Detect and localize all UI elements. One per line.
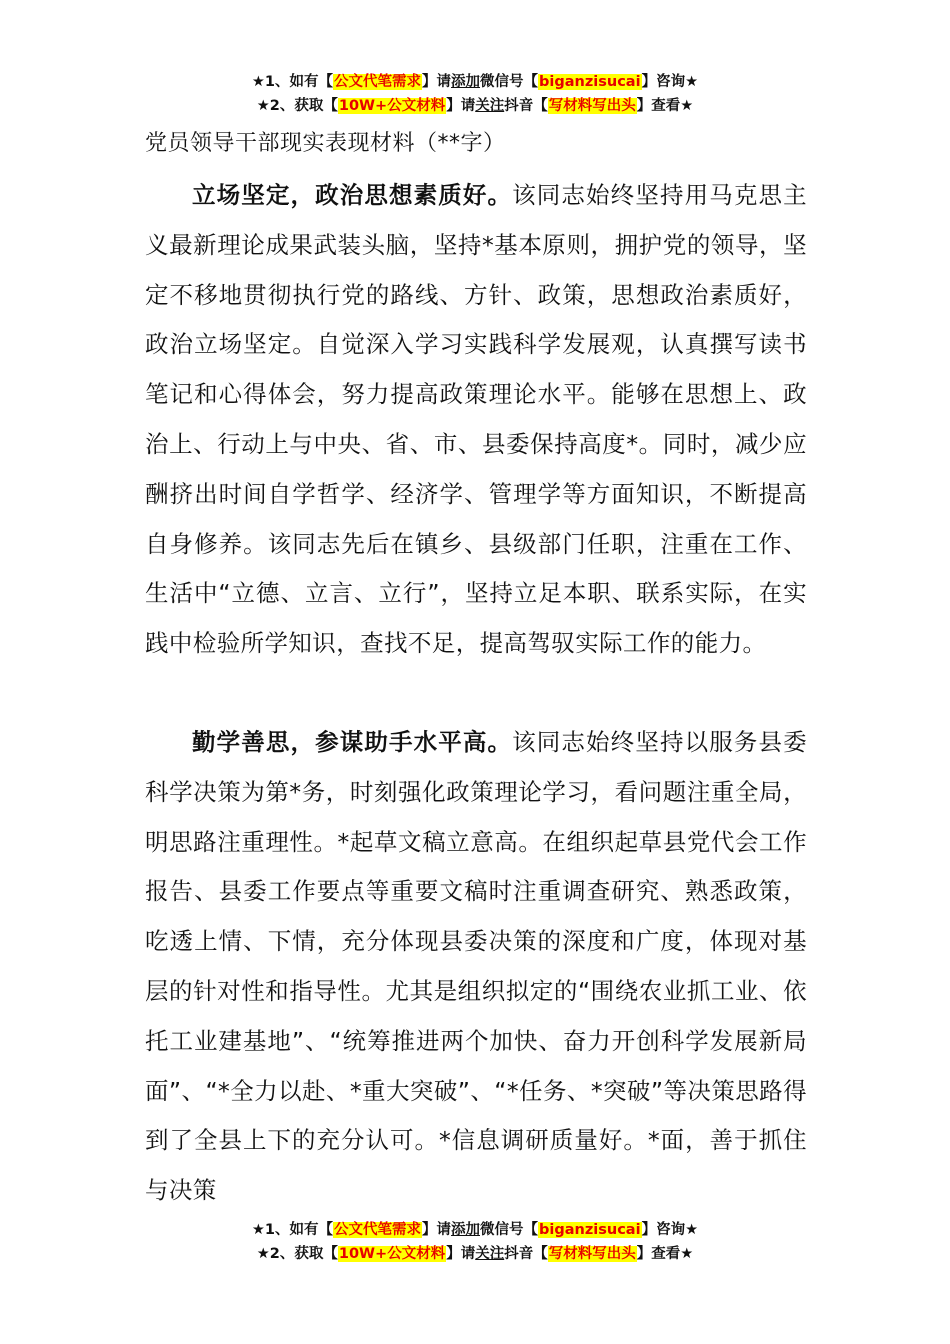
underlined-text: 添加 xyxy=(451,74,481,90)
highlight-materials: 10W+公文材料 xyxy=(338,1246,446,1262)
star-icon: ★ xyxy=(251,74,265,90)
paragraph-lead: 勤学善思，参谋助手水平高。 xyxy=(192,728,513,756)
banner-text: 】咨询 xyxy=(641,1222,686,1238)
paragraph-body: 该同志始终坚持用马克思主义最新理论成果武装头脑，坚持*基本原则，拥护党的领导，坚定不移地贯彻执行党的路线、方针、政策，思想政治素质好，政治立场坚定。自觉深入学习实践科学发展观，认真撰写读书笔记和心得体会，努力提高政策理论水平。能够在思想上、政治上、行动上与中央、省、市、县委保持高度*。同时，减少应酬挤出时间自学哲学、经济学、管理学等方面知识，不断提高自身修养。该同志先后在镇乡、县级部门任职，注重在工作、生活中“立德、立言、立行”，坚持立足本职、联系实际，在实践中检验所学知识，查找不足，提高驾驭实际工作的能力。 xyxy=(145,181,807,658)
banner-text: 1、如有【 xyxy=(264,74,334,90)
banner-text: 抖音【 xyxy=(504,98,548,114)
highlight-douyin-account: 写材料写出头 xyxy=(548,1246,636,1262)
highlight-materials: 10W+公文材料 xyxy=(338,98,446,114)
star-icon: ★ xyxy=(256,1246,270,1262)
star-icon: ★ xyxy=(685,1222,699,1238)
header-banner-line-2 xyxy=(0,94,950,118)
star-icon: ★ xyxy=(680,1246,694,1262)
banner-text: 】查看 xyxy=(636,98,681,114)
star-icon: ★ xyxy=(256,98,270,114)
star-icon: ★ xyxy=(680,98,694,114)
highlight-wechat-id: biganzisucai xyxy=(539,1222,641,1238)
header-banner-line-1 xyxy=(0,70,950,94)
banner-text: 1、如有【 xyxy=(264,1222,334,1238)
banner-text: 2、获取【 xyxy=(269,1246,338,1262)
banner-text: 】请 xyxy=(446,98,476,114)
paragraph-lead: 立场坚定，政治思想素质好。 xyxy=(192,181,513,209)
footer-banner xyxy=(0,1218,950,1266)
footer-banner-line-1 xyxy=(0,1218,950,1242)
banner-text: 微信号【 xyxy=(480,1222,539,1238)
footer-banner-line-2 xyxy=(0,1242,950,1266)
banner-text: 】查看 xyxy=(636,1246,681,1262)
banner-text: 】请 xyxy=(422,1222,452,1238)
header-banner xyxy=(0,70,950,118)
underlined-text: 关注 xyxy=(475,98,505,114)
highlight-service: 公文代笔需求 xyxy=(334,74,422,90)
document-title: 党员领导干部现实表现材料（**字） xyxy=(145,131,506,156)
paragraph-2 xyxy=(145,718,807,1216)
banner-text: 微信号【 xyxy=(480,74,539,90)
underlined-text: 关注 xyxy=(475,1246,505,1262)
banner-text: 】咨询 xyxy=(641,74,686,90)
banner-text: 】请 xyxy=(422,74,452,90)
banner-text: 抖音【 xyxy=(504,1246,548,1262)
highlight-wechat-id: biganzisucai xyxy=(539,74,641,90)
highlight-douyin-account: 写材料写出头 xyxy=(548,98,636,114)
underlined-text: 添加 xyxy=(451,1222,481,1238)
banner-text: 】请 xyxy=(446,1246,476,1262)
star-icon: ★ xyxy=(685,74,699,90)
paragraph-body: 该同志始终坚持以服务县委科学决策为第*务，时刻强化政策理论学习，看问题注重全局，明思路注重理性。*起草文稿立意高。在组织起草县党代会工作报告、县委工作要点等重要文稿时注重调查研究、熟悉政策，吃透上情、下情，充分体现县委决策的深度和广度，体现对基层的针对性和指导性。尤其是组织拟定的“围绕农业抓工业、依托工业建基地”、“统筹推进两个加快、奋力开创科学发展新局面”、“*全力以赴、*重大突破”、“*任务、*突破”等决策思路得到了全县上下的充分认可。*信息调研质量好。*面，善于抓住与决策 xyxy=(145,728,807,1205)
banner-text: 2、获取【 xyxy=(269,98,338,114)
star-icon: ★ xyxy=(251,1222,265,1238)
highlight-service: 公文代笔需求 xyxy=(334,1222,422,1238)
paragraph-1 xyxy=(145,171,807,669)
